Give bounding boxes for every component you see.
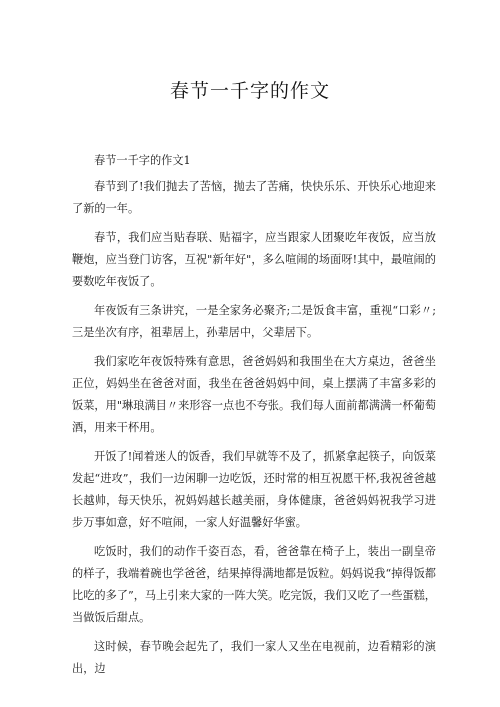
paragraph-7: 这时候，春节晚会起先了，我们一家人又坐在电视前，边看精彩的演出，边	[72, 640, 436, 675]
document-title: 春节一千字的作文	[169, 80, 330, 102]
paragraph-1: 春节到了!我们抛去了苦恼，抛去了苦痛，快快乐乐、开快乐心地迎来了新的一年。	[72, 180, 436, 215]
document-body	[72, 150, 436, 687]
paragraph-6: 吃饭时，我们的动作千姿百态，看，爸爸靠在椅子上，装出一副皇帝的样子，我端着碗也学爸爸，结果掉得满地都是饭粒。妈妈说我“掉得饭都比吃的多了”，马上引来大家的一阵大笑。吃完饭，我们又吃了一些蛋糕，当做饭后甜点。	[72, 545, 436, 624]
paragraph-5: 开饭了!闻着迷人的饭香，我们早就等不及了，抓紧拿起筷子，向饭菜发起“进攻”，我们一边闲聊一边吃饭，还时常的相互祝愿干杯,我祝爸爸越长越帅，每天快乐，祝妈妈越长越美丽，身体健康，爸爸妈妈祝我学习进步万事如意，好不喧闹，一家人好温馨好华蜜。	[72, 450, 436, 529]
paragraph-2: 春节，我们应当贴春联、贴福字，应当跟家人团聚吃年夜饭，应当放鞭炮，应当登门访客，互祝"新年好"，多么喧闹的场面呀!其中，最喧闹的要数吃年夜饭了。	[72, 231, 436, 288]
paragraph-4: 我们家吃年夜饭特殊有意思，爸爸妈妈和我围坐在大方桌边，爸爸坐正位，妈妈坐在爸爸对面，我坐在爸爸妈妈中间，桌上摆满了丰富多彩的饭菜，用"琳琅满目〃来形容一点也不夸张。我们每人面前都满满一杯葡萄酒，用来干杯用。	[72, 355, 436, 434]
paragraph-3: 年夜饭有三条讲究，一是全家务必聚齐;二是饭食丰富，重视“口彩〃;三是坐次有序，祖辈居上，孙辈居中，父辈居下。	[72, 304, 436, 339]
section-heading: 春节一千字的作文1	[94, 154, 191, 167]
